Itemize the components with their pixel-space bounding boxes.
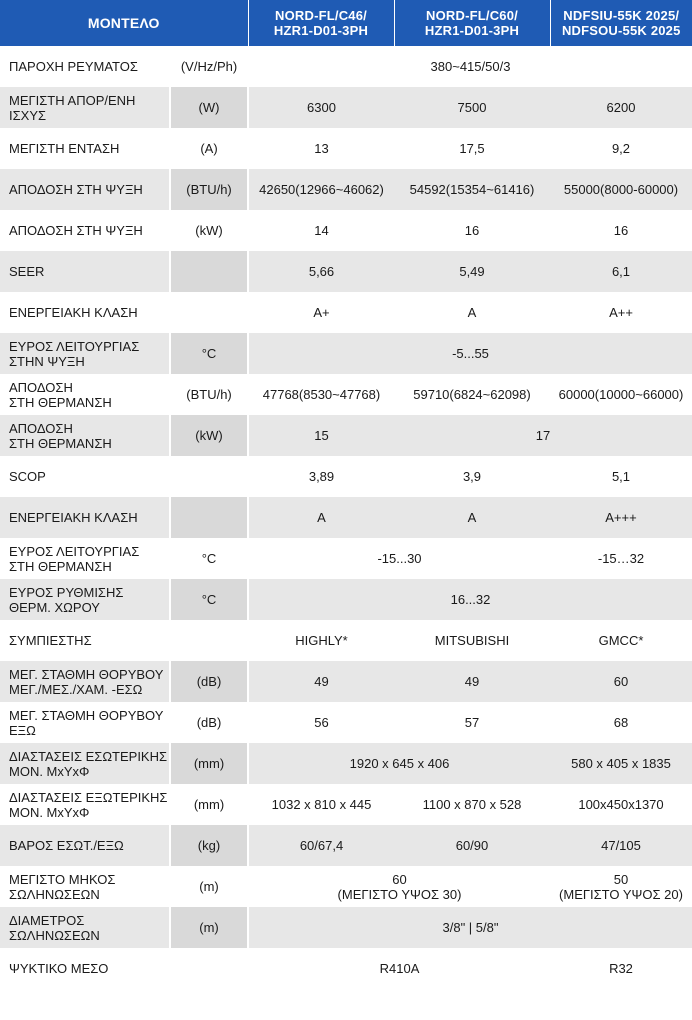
row-value: 47768(8530~47768): [262, 387, 381, 402]
row-unit: [170, 251, 248, 292]
table-row: [0, 374, 692, 415]
row-value: -15...30: [377, 551, 422, 566]
row-label: ΔΙΑΣΤΑΣΕΙΣ ΕΞΩΤΕΡΙΚΗΣ ΜΟΝ. ΜxΥxΦ: [9, 789, 168, 820]
row-value: 6300: [248, 87, 394, 128]
row-label: ΨΥΚΤΙΚΟ ΜΕΣΟ: [9, 961, 109, 976]
row-value: A+: [313, 305, 330, 320]
row-unit: (dB): [170, 661, 248, 702]
row-value: 9,2: [611, 141, 631, 156]
row-value: A: [394, 497, 550, 538]
row-unit: (W): [170, 87, 248, 128]
table-row: [0, 169, 692, 210]
row-unit: (kW): [170, 415, 248, 456]
table-row: [0, 661, 692, 702]
spec-table-body: [0, 46, 692, 989]
table-row: [0, 456, 692, 497]
row-unit: (kW): [170, 210, 248, 251]
table-row: [0, 825, 692, 866]
row-value: 1100 x 870 x 528: [422, 797, 522, 812]
row-value: 1032 x 810 x 445: [271, 797, 372, 812]
table-row: [0, 948, 692, 989]
row-value: 60000(10000~66000): [558, 387, 684, 402]
row-value: A+++: [550, 497, 692, 538]
row-unit: (m): [170, 907, 248, 948]
row-value: 7500: [394, 87, 550, 128]
row-value: 14: [314, 223, 329, 238]
header-row: [0, 0, 692, 46]
row-label: SCOP: [9, 469, 46, 484]
row-value: 60/67,4: [248, 825, 394, 866]
row-label: ΔΙΑΣΤΑΣΕΙΣ ΕΣΩΤΕΡΙΚΗΣ ΜΟΝ. ΜxΥxΦ: [0, 743, 170, 784]
row-value: 13: [314, 141, 329, 156]
row-value: 60/90: [394, 825, 550, 866]
row-value: 49: [248, 661, 394, 702]
row-unit: [170, 292, 248, 333]
row-unit: °C: [170, 333, 248, 374]
row-value: -15…32: [597, 551, 645, 566]
row-unit: °C: [170, 538, 248, 579]
row-label: ΠΑΡΟΧΗ ΡΕΥΜΑΤΟΣ: [9, 59, 138, 74]
row-value: 57: [464, 715, 480, 730]
row-value: A: [248, 497, 394, 538]
row-value: HIGHLY*: [295, 633, 348, 648]
row-value: R410A: [379, 961, 420, 976]
table-row: [0, 579, 692, 620]
row-label: ΜΕΓΙΣΤΗ ΕΝΤΑΣΗ: [9, 141, 120, 156]
table-row: [0, 251, 692, 292]
header-model-3: NDFSIU-55K 2025/ NDFSOU-55K 2025: [550, 0, 692, 46]
row-value: 3/8" | 5/8": [248, 907, 692, 948]
table-row: [0, 415, 692, 456]
row-value: 5,1: [611, 469, 631, 484]
table-row: [0, 784, 692, 825]
row-value: 17,5: [459, 141, 485, 156]
row-value: 1920 x 645 x 406: [248, 743, 550, 784]
row-unit: (BTU/h): [170, 169, 248, 210]
row-label: ΜΕΓ. ΣΤΑΘΜΗ ΘΟΡΥΒΟΥ ΜΕΓ./ΜΕΣ./ΧΑΜ. -ΕΣΩ: [0, 661, 170, 702]
row-value: A: [467, 305, 477, 320]
row-value: 56: [314, 715, 329, 730]
row-unit: [170, 948, 248, 989]
row-value: GMCC*: [598, 633, 644, 648]
row-unit: (kg): [170, 825, 248, 866]
row-value: 68: [613, 715, 629, 730]
row-label: ΣΥΜΠΙΕΣΤΗΣ: [9, 633, 92, 648]
row-label: ΑΠΟΔΟΣΗ ΣΤΗ ΘΕΡΜΑΝΣΗ: [9, 379, 112, 410]
row-value: 55000(8000-60000): [550, 169, 692, 210]
row-value: 6200: [550, 87, 692, 128]
row-value: 60: [550, 661, 692, 702]
row-unit: [170, 497, 248, 538]
row-value: 380~415/50/3: [430, 59, 511, 74]
row-value: -5...55: [248, 333, 692, 374]
row-value: 5,66: [248, 251, 394, 292]
row-label: ΜΕΓΙΣΤΗ ΑΠΟΡ/ΕΝΗ ΙΣΧΥΣ: [0, 87, 170, 128]
row-label: ΕΥΡΟΣ ΛΕΙΤΟΥΡΓΙΑΣ ΣΤΗΝ ΨΥΞΗ: [0, 333, 170, 374]
row-value: MITSUBISHI: [434, 633, 510, 648]
row-label: ΕΥΡΟΣ ΡΥΘΜΙΣΗΣ ΘΕΡΜ. ΧΩΡΟΥ: [0, 579, 170, 620]
table-row: [0, 46, 692, 87]
table-row: [0, 333, 692, 374]
row-value: 580 x 405 x 1835: [550, 743, 692, 784]
row-value: 47/105: [550, 825, 692, 866]
row-unit: [170, 620, 248, 661]
row-label: ΑΠΟΔΟΣΗ ΣΤΗ ΨΥΞΗ: [0, 169, 170, 210]
row-label: ΒΑΡΟΣ ΕΣΩΤ./ΕΞΩ: [0, 825, 170, 866]
header-model-2: NORD-FL/C60/ HZR1-D01-3PH: [394, 0, 550, 46]
table-row: [0, 743, 692, 784]
row-unit: (A): [170, 128, 248, 169]
row-value: 49: [394, 661, 550, 702]
row-unit: (dB): [170, 702, 248, 743]
row-unit: (m): [170, 866, 248, 907]
table-row: [0, 620, 692, 661]
row-value: 100x450x1370: [578, 797, 664, 812]
table-row: [0, 907, 692, 948]
row-value: 42650(12966~46062): [248, 169, 394, 210]
table-row: [0, 87, 692, 128]
row-unit: (V/Hz/Ph): [170, 46, 248, 87]
row-label: ΕΝΕΡΓΕΙΑΚΗ ΚΛΑΣΗ: [9, 305, 138, 320]
table-row: [0, 292, 692, 333]
row-value: 16: [613, 223, 629, 238]
row-label: ΕΥΡΟΣ ΛΕΙΤΟΥΡΓΙΑΣ ΣΤΗ ΘΕΡΜΑΝΣΗ: [9, 543, 140, 574]
row-unit: °C: [170, 579, 248, 620]
row-value: 16...32: [248, 579, 692, 620]
row-value: 6,1: [550, 251, 692, 292]
row-label: ΕΝΕΡΓΕΙΑΚΗ ΚΛΑΣΗ: [0, 497, 170, 538]
row-value: A++: [609, 305, 633, 320]
row-label: ΔΙΑΜΕΤΡΟΣ ΣΩΛΗΝΩΣΕΩΝ: [0, 907, 170, 948]
row-value: 60 (ΜΕΓΙΣΤΟ ΥΨΟΣ 30): [337, 871, 462, 902]
row-unit: (BTU/h): [170, 374, 248, 415]
row-unit: (mm): [170, 743, 248, 784]
table-row: [0, 128, 692, 169]
row-label: ΜΕΓ. ΣΤΑΘΜΗ ΘΟΡΥΒΟΥ ΕΞΩ: [9, 707, 164, 738]
header-model: ΜΟΝΤΕΛΟ: [0, 0, 248, 46]
row-value: 54592(15354~61416): [394, 169, 550, 210]
table-row: [0, 538, 692, 579]
row-label: ΑΠΟΔΟΣΗ ΣΤΗ ΘΕΡΜΑΝΣΗ: [0, 415, 170, 456]
row-value: 15: [248, 415, 394, 456]
row-unit: [170, 456, 248, 497]
row-value: 59710(6824~62098): [413, 387, 531, 402]
table-row: [0, 497, 692, 538]
row-value: R32: [609, 961, 633, 976]
row-value: 17: [394, 415, 692, 456]
table-row: [0, 702, 692, 743]
row-unit: (mm): [170, 784, 248, 825]
row-label: ΑΠΟΔΟΣΗ ΣΤΗ ΨΥΞΗ: [9, 223, 143, 238]
table-row: [0, 210, 692, 251]
row-value: 5,49: [394, 251, 550, 292]
row-value: 16: [464, 223, 480, 238]
row-label: ΜΕΓΙΣΤΟ ΜΗΚΟΣ ΣΩΛΗΝΩΣΕΩΝ: [9, 871, 116, 902]
row-value: 50 (ΜΕΓΙΣΤΟ ΥΨΟΣ 20): [559, 871, 683, 902]
row-value: 3,9: [462, 469, 482, 484]
table-row: [0, 866, 692, 907]
header-model-1: NORD-FL/C46/ HZR1-D01-3PH: [248, 0, 394, 46]
row-label: SEER: [0, 251, 170, 292]
row-value: 3,89: [308, 469, 335, 484]
